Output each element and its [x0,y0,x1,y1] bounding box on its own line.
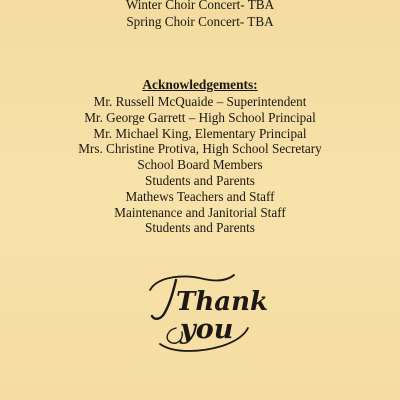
you-word: you [180,314,234,345]
ack-item-school-board: School Board Members [137,157,263,173]
thank-you-script-graphic [140,270,269,354]
ack-item-superintendent: Mr. Russell McQuaide – Superintendent [93,94,307,109]
event-winter-choir-concert: Winter Choir Concert- TBA [125,0,275,12]
acknowledgements-section [0,76,400,236]
thank-flourish-t-stem [152,280,176,319]
ack-item-high-school-secretary: Mrs. Christine Protiva, High School Secretary [78,141,322,157]
ack-item-teachers-and-staff: Mathews Teachers and Staff [125,188,275,204]
ack-item-students-and-parents: Students and Parents [145,172,255,188]
acknowledgements-list [0,94,400,236]
ack-item-elementary-principal: Mr. Michael King, Elementary Principal [93,125,307,141]
thank-you-script-svg [140,270,269,354]
ack-item-high-school-principal: Mr. George Garrett – High School Principal [84,109,316,125]
event-spring-choir-concert: Spring Choir Concert- TBA [126,14,274,29]
thank-word: Thank [176,287,269,317]
ack-item-maintenance-staff: Maintenance and Janitorial Staff [114,204,286,220]
acknowledgements-heading: Acknowledgements: [142,77,258,92]
ack-item-students-and-parents-repeat: Students and Parents [145,220,255,236]
